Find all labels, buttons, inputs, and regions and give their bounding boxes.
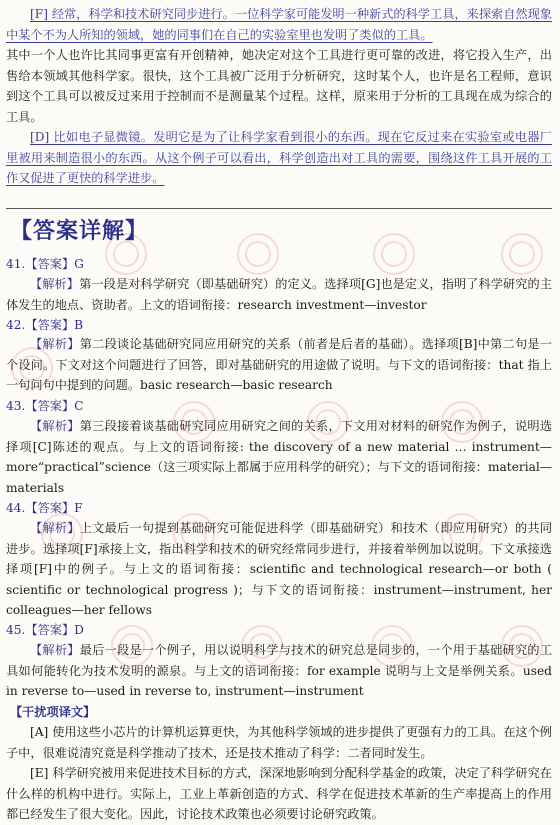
analysis-text: 上文最后一句提到基础研究可能促进科学（即基础研究）和技术（即应用研究）的共同进步。选择项[F]承接上文，指出科学和技术的研究经常同步进行，并接着举例加以说明。下文承接选择项[F]中的例子。与上文的语词衔接：scientific and technological research—or both ( scientific or technological progress )；与下文的语词衔接：instrument—instrument, her colleagues—her fellows xyxy=(6,521,553,618)
distractor-a-paragraph: [A] 使用这些小芯片的计算机运算更快，为其他科学领域的进步提供了更强有力的工具。在这个例子中，很难说清究竟是科学推动了技术，还是技术推动了科学：二者同时发生。 xyxy=(6,725,552,760)
option-d-paragraph: [D] 比如电子显微镜。发明它是为了让科学家看到很小的东西。现在它反过来在实验室或电器厂里被用来制造很小的东西。从这个例子可以看出，科学创造出对工具的需要，围绕这件工具开展的工作又促进了更快的科学进步。 xyxy=(6,130,552,186)
question-number: 43. xyxy=(6,399,26,413)
answer-45-header xyxy=(6,620,84,640)
distractor-e-paragraph: [E] 科学研究被用来促进技术目标的方式，深深地影响到分配科学基金的政策，决定了科学研究在什么样的机构中进行。实际上，工业上革新创造的方式、科学在促进技术革新的生产率提高上的作用都已经发生了很大变化。因此，讨论技术政策也必须要讨论研究政策。 xyxy=(6,766,552,822)
answer-label: 【答案】 xyxy=(25,399,75,413)
question-number: 41. xyxy=(6,257,26,271)
answer-43-analysis xyxy=(6,416,552,498)
analysis-text: 最后一段是一个例子，用以说明科学与技术的研究总是同步的，一个用于基础研究的工具如何能转化为技术发明的源泉。与上文的语词衔接：for example 说明与上文是举例关系。used in reverse to—used in reverse to, instrument—instrument xyxy=(6,643,553,699)
section-divider xyxy=(6,208,552,209)
logo-watermark-icon xyxy=(500,232,544,276)
answer-43-header xyxy=(6,396,83,416)
analysis-label: 【解析】 xyxy=(30,419,80,433)
question-number: 44. xyxy=(6,501,26,515)
answer-41-analysis xyxy=(6,274,552,315)
option-f-continuation: 其中一个人也许比其同事更富有开创精神，她决定对这个工具进行更可靠的改进，将它投入生产，出售给本领域其他科学家。很快，这个工具被广泛用于分析研究，这时某个人，也许是名工程师，意识到这个工具可以被反过来用于控制而不是测量某个过程。这样，原来用于分析的工具现在成为综合的工具。 xyxy=(6,48,552,124)
option-f-paragraph: [F] 经常，科学和技术研究同步进行。一位科学家可能发明一种新式的科学工具，来探索自然现象中某个不为人所知的领域，她的同事们在自己的实验室里也发明了类似的工具。 xyxy=(6,7,552,42)
answer-44-header xyxy=(6,498,83,518)
section-title: 【答案详解】 xyxy=(10,219,149,244)
answer-42-header xyxy=(6,315,83,335)
question-number: 42. xyxy=(6,318,26,332)
answer-41-header xyxy=(6,254,84,274)
answer-letter: F xyxy=(74,501,83,515)
logo-watermark-icon xyxy=(372,232,416,276)
analysis-text: 第一段是对科学研究（即基础研究）的定义。选择项[G]也是定义，指明了科学研究的主体发生的地点、资助者。上文的语词衔接：research investment—investor xyxy=(6,277,553,312)
analysis-label: 【解析】 xyxy=(30,277,80,291)
question-number: 45. xyxy=(6,623,26,637)
logo-watermark-icon xyxy=(236,232,280,276)
analysis-text: 第三段接着谈基础研究同应用研究之间的关系，下文用对材料的研究作为例子，说明选择项[C]陈述的观点。与上文的语词衔接: the discovery of a new material … instrument—more“practical”science（这三项实际上都属于应用科学的研究）；与下文的语词衔接：material—materials xyxy=(6,419,553,495)
answer-letter: C xyxy=(74,399,84,413)
analysis-label: 【解析】 xyxy=(30,337,80,351)
analysis-text: 第二段谈论基础研究同应用研究的关系（前者是后者的基础）。选择项[B]中第二句是一个设问。下文对这个问题进行了回答，即对基础研究的用途做了说明。与下文的语词衔接：that 指上一句问句中提到的问题。basic research—basic research xyxy=(6,337,553,393)
analysis-label: 【解析】 xyxy=(30,521,80,535)
answer-45-analysis xyxy=(6,640,552,702)
analysis-label: 【解析】 xyxy=(30,643,80,657)
distractor-title: 【干扰项译文】 xyxy=(10,705,96,719)
answer-label: 【答案】 xyxy=(25,501,75,515)
answer-label: 【答案】 xyxy=(25,318,75,332)
answer-44-analysis xyxy=(6,518,552,621)
answer-42-analysis xyxy=(6,334,552,396)
answer-letter: B xyxy=(74,318,84,332)
answer-label: 【答案】 xyxy=(25,257,75,271)
answer-letter: D xyxy=(74,623,84,637)
answer-letter: G xyxy=(74,257,84,271)
answer-label: 【答案】 xyxy=(25,623,75,637)
